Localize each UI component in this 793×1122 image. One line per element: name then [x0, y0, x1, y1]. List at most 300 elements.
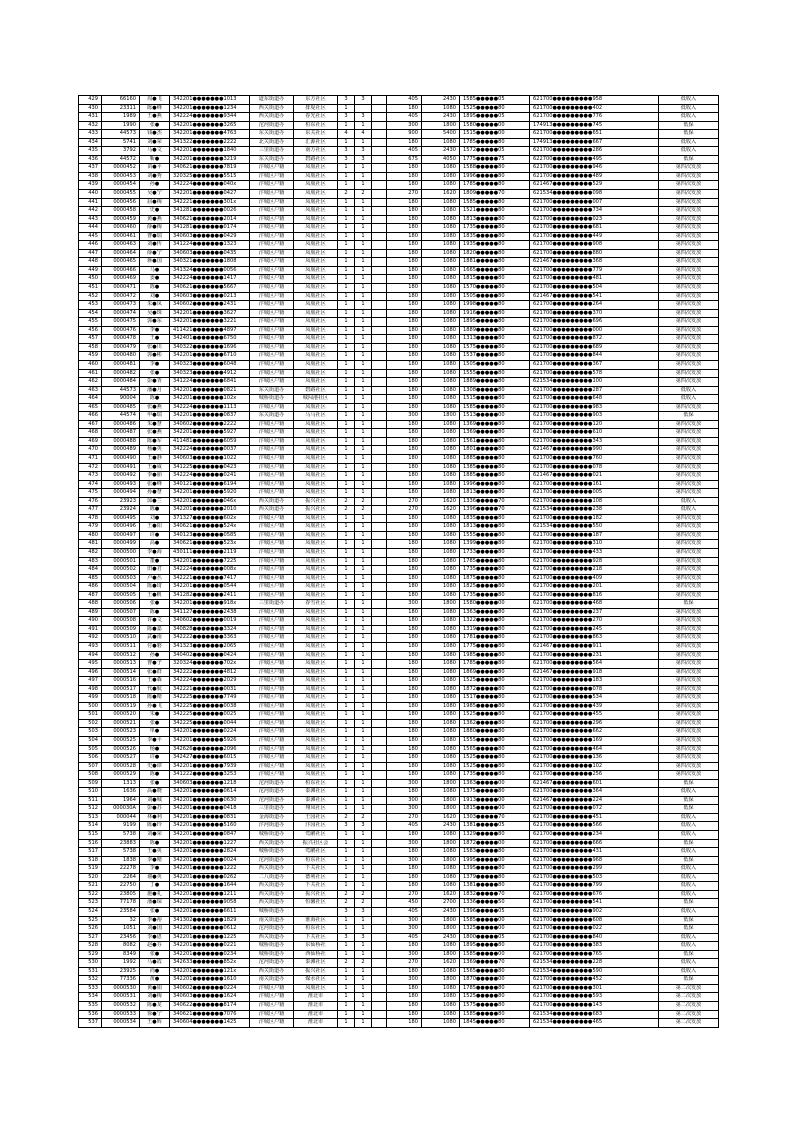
cell-monthly-amount: 180 — [387, 258, 422, 267]
cell-id-number: 340602●●●●●●●0224 — [170, 984, 250, 993]
cell-blank — [372, 258, 387, 267]
cell-community: 春光社区 — [294, 113, 338, 122]
cell-record-id: 0000518 — [102, 694, 140, 703]
cell-record-id: 1313 — [102, 779, 140, 788]
cell-street-office: 汴城区户籍 — [250, 275, 294, 284]
cell-street-office: 汴城区户籍 — [250, 352, 294, 361]
table-row — [79, 369, 719, 378]
cell-person-count: 1 — [355, 514, 372, 523]
cell-bank-account: 621700●●●●●●●●●799 — [530, 882, 659, 891]
cell-blank — [372, 130, 387, 139]
cell-total-amount: 1620 — [422, 890, 460, 899]
cell-record-id: 23456 — [102, 933, 140, 942]
cell-community: 马马社区 — [294, 412, 338, 421]
cell-phone-number: 1570●●●●●80 — [460, 284, 530, 293]
cell-household-count: 1 — [338, 634, 355, 643]
cell-community: 凤凰社区 — [294, 463, 338, 472]
cell-record-id: 0000484 — [102, 378, 140, 387]
cell-row-index: 487 — [79, 591, 102, 600]
cell-phone-number: 1800●●●●●05 — [460, 933, 530, 942]
cell-household-count: 1 — [338, 745, 355, 754]
cell-person-count: 1 — [355, 660, 372, 669]
cell-monthly-amount: 180 — [387, 608, 422, 617]
cell-street-office: 沱河街道办 — [250, 779, 294, 788]
cell-phone-number: 1363●●●●●80 — [460, 608, 530, 617]
table-row — [79, 1019, 719, 1028]
cell-household-count: 1 — [338, 796, 355, 805]
cell-phone-number: 1396●●●●●70 — [460, 506, 530, 515]
cell-household-count: 1 — [338, 266, 355, 275]
cell-phone-number: 1525●●●●●80 — [460, 104, 530, 113]
cell-blank — [372, 275, 387, 284]
cell-row-index: 498 — [79, 685, 102, 694]
cell-bank-account: 621700●●●●●●●●●689 — [530, 343, 659, 352]
cell-monthly-amount: 180 — [387, 557, 422, 566]
cell-community: 凤凰社区 — [294, 711, 338, 720]
cell-monthly-amount: 180 — [387, 463, 422, 472]
cell-row-index: 431 — [79, 113, 102, 122]
cell-blank — [372, 907, 387, 916]
cell-name: 孙●飞 — [140, 702, 170, 711]
cell-phone-number: 1505●●●●●80 — [460, 292, 530, 301]
cell-street-office: 汴城区户籍 — [250, 737, 294, 746]
cell-category: 第四次发放 — [659, 677, 719, 686]
cell-street-office: 汴城区户籍 — [250, 301, 294, 310]
cell-phone-number: 1525●●●●●80 — [460, 993, 530, 1002]
cell-blank — [372, 668, 387, 677]
cell-blank — [372, 933, 387, 942]
cell-record-id: 90004 — [102, 395, 140, 404]
cell-name: 王●阳 — [140, 523, 170, 532]
cell-blank — [372, 155, 387, 164]
cell-category: 第二次发放 — [659, 984, 719, 993]
cell-total-amount: 1080 — [422, 745, 460, 754]
cell-row-index: 463 — [79, 386, 102, 395]
cell-record-id: 0000488 — [102, 437, 140, 446]
table-row — [79, 600, 719, 609]
cell-name: 孙●慧 — [140, 489, 170, 498]
table-row — [79, 728, 719, 737]
cell-household-count: 1 — [338, 685, 355, 694]
cell-name: 郭●彬 — [140, 352, 170, 361]
cell-household-count: 1 — [338, 369, 355, 378]
cell-street-office: 西关街道办 — [250, 967, 294, 976]
cell-row-index: 448 — [79, 258, 102, 267]
cell-record-id: 0000519 — [102, 702, 140, 711]
cell-category: 低收入 — [659, 959, 719, 968]
cell-monthly-amount: 180 — [387, 318, 422, 327]
cell-monthly-amount: 180 — [387, 566, 422, 575]
cell-street-office: 汴城区户籍 — [250, 420, 294, 429]
cell-bank-account: 621700●●●●●●●●●451 — [530, 813, 659, 822]
cell-name: 刘●梅 — [140, 993, 170, 1002]
table-row — [79, 506, 719, 515]
cell-bank-account: 621534●●●●●●●●●228 — [530, 959, 659, 968]
cell-person-count: 1 — [355, 420, 372, 429]
cell-phone-number: 1369●●●●●80 — [460, 429, 530, 438]
cell-category: 第四次发放 — [659, 566, 719, 575]
cell-record-id: 23584 — [102, 907, 140, 916]
cell-blank — [372, 984, 387, 993]
cell-id-number: 340121●●●●●●●6194 — [170, 480, 250, 489]
cell-monthly-amount: 270 — [387, 497, 422, 506]
table-row — [79, 531, 719, 540]
cell-total-amount: 1080 — [422, 711, 460, 720]
cell-name: 许●文 — [140, 617, 170, 626]
cell-bank-account: 621534●●●●●●●●●683 — [530, 1010, 659, 1019]
cell-row-index: 485 — [79, 574, 102, 583]
cell-monthly-amount: 180 — [387, 352, 422, 361]
cell-blank — [372, 865, 387, 874]
cell-person-count: 1 — [355, 480, 372, 489]
cell-community: 莺鹂社区 — [294, 848, 338, 857]
cell-id-number: 342201●●●●●●●5926 — [170, 737, 250, 746]
cell-bank-account: 621700●●●●●●●●●218 — [530, 566, 659, 575]
cell-category: 第四次发放 — [659, 429, 719, 438]
cell-record-id: 0000452 — [102, 164, 140, 173]
cell-record-id: 0000491 — [102, 463, 140, 472]
cell-record-id: 0000460 — [102, 224, 140, 233]
cell-bank-account: 621700●●●●●●●●●433 — [530, 548, 659, 557]
cell-total-amount: 1080 — [422, 548, 460, 557]
cell-category: 第二次发放 — [659, 1019, 719, 1028]
cell-person-count: 2 — [355, 506, 372, 515]
cell-category: 第四次发放 — [659, 754, 719, 763]
cell-total-amount: 1080 — [422, 395, 460, 404]
cell-record-id: 0000472 — [102, 292, 140, 301]
cell-street-office: 城桥街道办 — [250, 907, 294, 916]
cell-record-id: 0000478 — [102, 335, 140, 344]
cell-total-amount: 1080 — [422, 625, 460, 634]
cell-total-amount: 1080 — [422, 1001, 460, 1010]
cell-id-number: 342201●●●●●●●2010 — [170, 506, 250, 515]
table-row — [79, 950, 719, 959]
cell-person-count: 1 — [355, 378, 372, 387]
cell-category: 第四次发放 — [659, 719, 719, 728]
cell-name: 陈● — [140, 839, 170, 848]
cell-community: 凤凰社区 — [294, 360, 338, 369]
cell-id-number: 342225●●●●●●●7749 — [170, 694, 250, 703]
cell-name: 黄● — [140, 976, 170, 985]
cell-monthly-amount: 180 — [387, 754, 422, 763]
cell-phone-number: 1813●●●●●80 — [460, 215, 530, 224]
cell-bank-account: 621700●●●●●●●●●120 — [530, 420, 659, 429]
cell-community: 凤凰社区 — [294, 232, 338, 241]
cell-total-amount: 1080 — [422, 574, 460, 583]
cell-blank — [372, 754, 387, 763]
cell-community: 凤凰社区 — [294, 275, 338, 284]
cell-street-office: 汴城区户籍 — [250, 1010, 294, 1019]
cell-street-office: 汴河街道办 — [250, 822, 294, 831]
cell-household-count: 1 — [338, 1010, 355, 1019]
table-row — [79, 420, 719, 429]
cell-id-number: 340621●●●●●●●7076 — [170, 1010, 250, 1019]
cell-bank-account: 621700●●●●●●●●●455 — [530, 711, 659, 720]
cell-person-count: 1 — [355, 719, 372, 728]
cell-bank-account: 174913●●●●●●●●●667 — [530, 138, 659, 147]
cell-street-office: 汴城区户籍 — [250, 531, 294, 540]
cell-category: 第四次发放 — [659, 583, 719, 592]
cell-row-index: 532 — [79, 976, 102, 985]
cell-category: 低保 — [659, 916, 719, 925]
cell-person-count: 1 — [355, 224, 372, 233]
cell-blank — [372, 608, 387, 617]
cell-household-count: 1 — [338, 395, 355, 404]
cell-monthly-amount: 180 — [387, 1010, 422, 1019]
cell-id-number: 342201●●●●●●●0831 — [170, 813, 250, 822]
cell-id-number: 342201●●●●●●●102x — [170, 395, 250, 404]
cell-row-index: 439 — [79, 181, 102, 190]
cell-bank-account: 621700●●●●●●●●●078 — [530, 685, 659, 694]
cell-row-index: 480 — [79, 531, 102, 540]
cell-blank — [372, 694, 387, 703]
cell-name: 李●裕 — [140, 916, 170, 925]
cell-community: 王园社区 — [294, 813, 338, 822]
cell-household-count: 1 — [338, 1001, 355, 1010]
cell-bank-account: 621700●●●●●●●●●760 — [530, 454, 659, 463]
cell-name: 王●帆 — [140, 591, 170, 600]
cell-id-number: 342201●●●●●●●1840 — [170, 147, 250, 156]
cell-phone-number: 1525●●●●●80 — [460, 711, 530, 720]
cell-person-count: 1 — [355, 882, 372, 891]
cell-blank — [372, 882, 387, 891]
cell-blank — [372, 805, 387, 814]
cell-household-count: 1 — [338, 608, 355, 617]
cell-name: 薛●梅 — [140, 224, 170, 233]
cell-community: 南方社区 — [294, 147, 338, 156]
table-row — [79, 805, 719, 814]
cell-community: 凤凰社区 — [294, 583, 338, 592]
cell-person-count: 1 — [355, 566, 372, 575]
cell-community: 凤凰社区 — [294, 352, 338, 361]
cell-street-office: 汴城区户籍 — [250, 241, 294, 250]
cell-id-number: 342221●●●●●●●0031 — [170, 685, 250, 694]
cell-person-count: 1 — [355, 694, 372, 703]
cell-record-id: 0000500 — [102, 548, 140, 557]
table-row — [79, 378, 719, 387]
cell-category: 第四次发放 — [659, 343, 719, 352]
cell-bank-account: 621700●●●●●●●●●383 — [530, 942, 659, 951]
cell-id-number: 342224●●●●●●●040x — [170, 181, 250, 190]
cell-household-count: 1 — [338, 198, 355, 207]
cell-person-count: 1 — [355, 540, 372, 549]
cell-bank-account: 621700●●●●●●●●●481 — [530, 275, 659, 284]
cell-id-number: 340322●●●●●●●1696 — [170, 343, 250, 352]
cell-total-amount: 1080 — [422, 386, 460, 395]
cell-household-count: 2 — [338, 813, 355, 822]
cell-person-count: 1 — [355, 275, 372, 284]
cell-record-id: 0000502 — [102, 566, 140, 575]
cell-household-count: 1 — [338, 523, 355, 532]
cell-name: 朱●慧 — [140, 420, 170, 429]
cell-person-count: 1 — [355, 326, 372, 335]
cell-community: 凤凰社区 — [294, 694, 338, 703]
cell-bank-account: 621700●●●●●●●●●264 — [530, 301, 659, 310]
cell-category: 第四次发放 — [659, 275, 719, 284]
cell-blank — [372, 660, 387, 669]
cell-id-number: 340603●●●●●●●0429 — [170, 232, 250, 241]
cell-monthly-amount: 405 — [387, 933, 422, 942]
cell-street-office: 汴城区户籍 — [250, 343, 294, 352]
cell-street-office: 道东街道办 — [250, 96, 294, 105]
cell-total-amount: 1080 — [422, 771, 460, 780]
cell-community: 振兴社区 — [294, 967, 338, 976]
cell-community: 凤凰社区 — [294, 429, 338, 438]
cell-household-count: 1 — [338, 942, 355, 951]
cell-name: 许● — [140, 754, 170, 763]
cell-total-amount: 1080 — [422, 993, 460, 1002]
cell-bank-account: 621700●●●●●●●●●234 — [530, 831, 659, 840]
cell-category: 低收入 — [659, 882, 719, 891]
table-row — [79, 258, 719, 267]
cell-category: 第四次发放 — [659, 215, 719, 224]
cell-street-office: 汴城区户籍 — [250, 403, 294, 412]
cell-blank — [372, 651, 387, 660]
cell-name: 彭●苏 — [140, 805, 170, 814]
cell-row-index: 495 — [79, 660, 102, 669]
cell-bank-account: 621467●●●●●●●●●529 — [530, 181, 659, 190]
cell-phone-number: 1565●●●●●80 — [460, 967, 530, 976]
cell-row-index: 481 — [79, 540, 102, 549]
cell-name: 杨● — [140, 745, 170, 754]
cell-row-index: 492 — [79, 634, 102, 643]
cell-blank — [372, 164, 387, 173]
cell-row-index: 529 — [79, 950, 102, 959]
cell-record-id: 0000474 — [102, 309, 140, 318]
cell-street-office: 沱河街道办 — [250, 856, 294, 865]
cell-id-number: 320324●●●●●●●702x — [170, 660, 250, 669]
cell-id-number: 340603●●●●●●●1218 — [170, 779, 250, 788]
cell-bank-account: 621700●●●●●●●●●143 — [530, 1001, 659, 1010]
cell-category: 低保 — [659, 779, 719, 788]
cell-record-id: 0000473 — [102, 301, 140, 310]
cell-total-amount: 1080 — [422, 258, 460, 267]
cell-phone-number: 1396●●●●●05 — [460, 907, 530, 916]
table-row — [79, 190, 719, 199]
cell-blank — [372, 446, 387, 455]
cell-blank — [372, 454, 387, 463]
cell-row-index: 506 — [79, 754, 102, 763]
cell-bank-account: 621700●●●●●●●●●666 — [530, 839, 659, 848]
cell-id-number: 342224●●●●●●●2029 — [170, 677, 250, 686]
cell-total-amount: 1080 — [422, 335, 460, 344]
table-row — [79, 737, 719, 746]
cell-monthly-amount: 180 — [387, 446, 422, 455]
cell-street-office: 西关街道办 — [250, 113, 294, 122]
cell-monthly-amount: 180 — [387, 378, 422, 387]
cell-record-id: 23924 — [102, 506, 140, 515]
cell-total-amount: 1080 — [422, 1010, 460, 1019]
table-row — [79, 677, 719, 686]
cell-record-id: 0000525 — [102, 737, 140, 746]
cell-phone-number: 1381●●●●●05 — [460, 822, 530, 831]
cell-category: 第二次发放 — [659, 1001, 719, 1010]
cell-household-count: 1 — [338, 660, 355, 669]
cell-total-amount: 1080 — [422, 608, 460, 617]
cell-community: 凤凰社区 — [294, 326, 338, 335]
cell-household-count: 1 — [338, 480, 355, 489]
cell-community: 凤凰社区 — [294, 190, 338, 199]
cell-blank — [372, 369, 387, 378]
cell-record-id: 0000466 — [102, 266, 140, 275]
cell-row-index: 460 — [79, 360, 102, 369]
cell-person-count: 1 — [355, 677, 372, 686]
cell-community: 凤凰社区 — [294, 677, 338, 686]
cell-record-id: 0000463 — [102, 241, 140, 250]
table-row — [79, 275, 719, 284]
cell-person-count: 1 — [355, 531, 372, 540]
cell-household-count: 1 — [338, 446, 355, 455]
cell-total-amount: 1080 — [422, 831, 460, 840]
cell-name: 李● — [140, 865, 170, 874]
cell-category: 低保 — [659, 856, 719, 865]
cell-id-number: 342201●●●●●●●2824 — [170, 848, 250, 857]
cell-person-count: 1 — [355, 737, 372, 746]
cell-street-office: 汴城区户籍 — [250, 198, 294, 207]
cell-name: 陈●琦 — [140, 583, 170, 592]
cell-total-amount: 1080 — [422, 591, 460, 600]
cell-record-id: 66160 — [102, 96, 140, 105]
cell-bank-account: 621700●●●●●●●●●651 — [530, 130, 659, 139]
cell-category: 第四次发放 — [659, 480, 719, 489]
cell-category: 第四次发放 — [659, 335, 719, 344]
cell-record-id: 0000456 — [102, 198, 140, 207]
table-row — [79, 207, 719, 216]
cell-category: 第四次发放 — [659, 446, 719, 455]
cell-category: 低保 — [659, 839, 719, 848]
cell-household-count: 1 — [338, 292, 355, 301]
cell-row-index: 528 — [79, 942, 102, 951]
cell-total-amount: 1800 — [422, 950, 460, 959]
cell-category: 低收入 — [659, 967, 719, 976]
cell-id-number: 342201●●●●●●●0234 — [170, 950, 250, 959]
cell-category: 第四次发放 — [659, 352, 719, 361]
cell-street-office: 汴城区户籍 — [250, 437, 294, 446]
cell-total-amount: 1080 — [422, 224, 460, 233]
cell-record-id: 23805 — [102, 890, 140, 899]
table-row — [79, 959, 719, 968]
cell-bank-account: 621700●●●●●●●●●566 — [530, 822, 659, 831]
cell-person-count: 1 — [355, 608, 372, 617]
cell-household-count: 1 — [338, 472, 355, 481]
cell-id-number: 342225●●●●●●●0025 — [170, 711, 250, 720]
cell-row-index: 475 — [79, 489, 102, 498]
table-row — [79, 831, 719, 840]
table-row — [79, 326, 719, 335]
cell-household-count: 1 — [338, 343, 355, 352]
cell-id-number: 341324●●●●●●●0056 — [170, 266, 250, 275]
cell-record-id: 1964 — [102, 796, 140, 805]
cell-blank — [372, 685, 387, 694]
cell-category: 第四次发放 — [659, 608, 719, 617]
cell-id-number: 342201●●●●●●●3221 — [170, 318, 250, 327]
cell-id-number: 342221●●●●●●●301x — [170, 198, 250, 207]
cell-person-count: 1 — [355, 266, 372, 275]
table-row — [79, 976, 719, 985]
cell-phone-number: 1996●●●●●80 — [460, 480, 530, 489]
cell-category: 第四次发放 — [659, 694, 719, 703]
cell-phone-number: 1362●●●●●80 — [460, 719, 530, 728]
cell-total-amount: 1080 — [422, 446, 460, 455]
cell-name: 赵●芬 — [140, 942, 170, 951]
cell-row-index: 530 — [79, 959, 102, 968]
cell-phone-number: 1913●●●●●00 — [460, 796, 530, 805]
cell-blank — [372, 702, 387, 711]
cell-community: 凤凰社区 — [294, 625, 338, 634]
cell-id-number: 342201●●●●●●●5160 — [170, 822, 250, 831]
cell-phone-number: 1872●●●●●80 — [460, 685, 530, 694]
cell-monthly-amount: 300 — [387, 779, 422, 788]
